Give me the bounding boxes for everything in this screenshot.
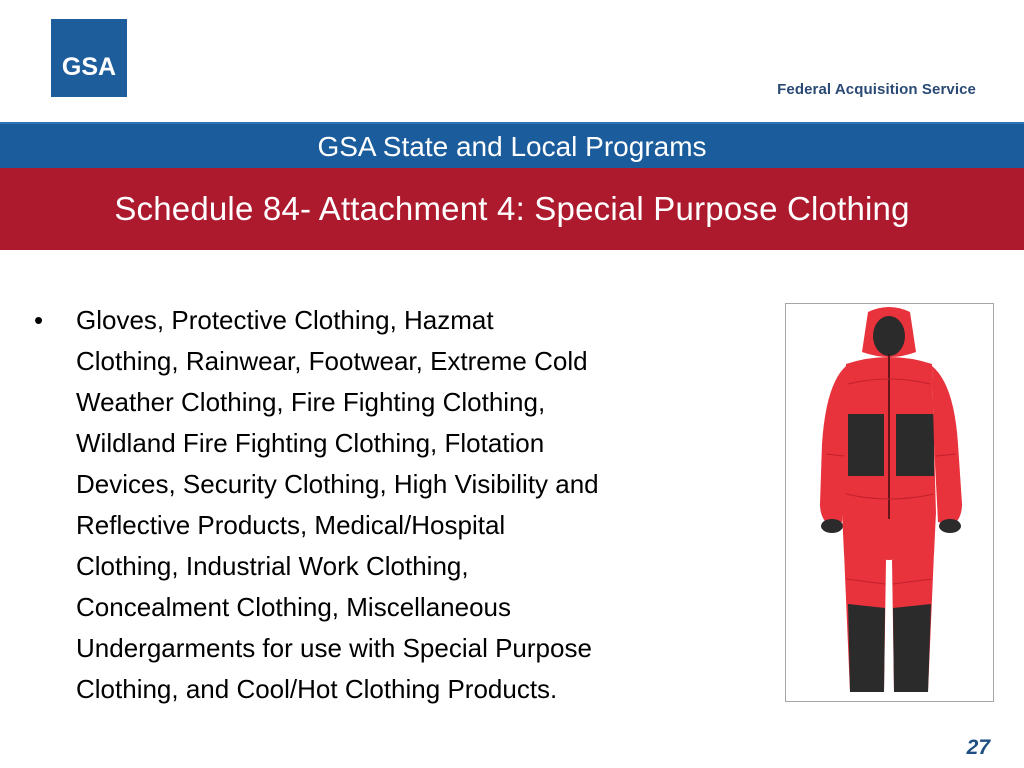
bullet-line: Clothing, Rainwear, Footwear, Extreme Cold [76, 346, 588, 376]
slide-title: Schedule 84- Attachment 4: Special Purpose Clothing [114, 190, 910, 227]
bullet-line: Concealment Clothing, Miscellaneous [76, 592, 512, 622]
gsa-logo-text: GSA [61, 53, 117, 81]
agency-name: Federal Acquisition Service [777, 81, 976, 98]
bullet-line: Reflective Products, Medical/Hospital [76, 510, 506, 540]
bullet-line: Undergarments for use with Special Purpose [76, 633, 592, 663]
bullet-marker: • [34, 305, 44, 335]
bullet-item [76, 300, 775, 710]
page-number: 27 [966, 736, 990, 759]
suit-photo [785, 303, 994, 702]
bullet-line: Devices, Security Clothing, High Visibility and [76, 469, 599, 499]
bullet-line: Weather Clothing, Fire Fighting Clothing, [76, 387, 546, 417]
bullet-list [30, 300, 775, 710]
program-title: GSA State and Local Programs [317, 131, 707, 162]
gsa-logo [51, 19, 127, 97]
title-band [0, 168, 1024, 250]
red-insulated-suit-icon [786, 304, 993, 701]
bullet-line: Clothing, Industrial Work Clothing, [76, 551, 469, 581]
bullet-line: Gloves, Protective Clothing, Hazmat [76, 305, 494, 335]
program-band [0, 122, 1024, 168]
bullet-line: Wildland Fire Fighting Clothing, Flotation [76, 428, 545, 458]
bullet-line: Clothing, and Cool/Hot Clothing Products. [76, 674, 558, 704]
